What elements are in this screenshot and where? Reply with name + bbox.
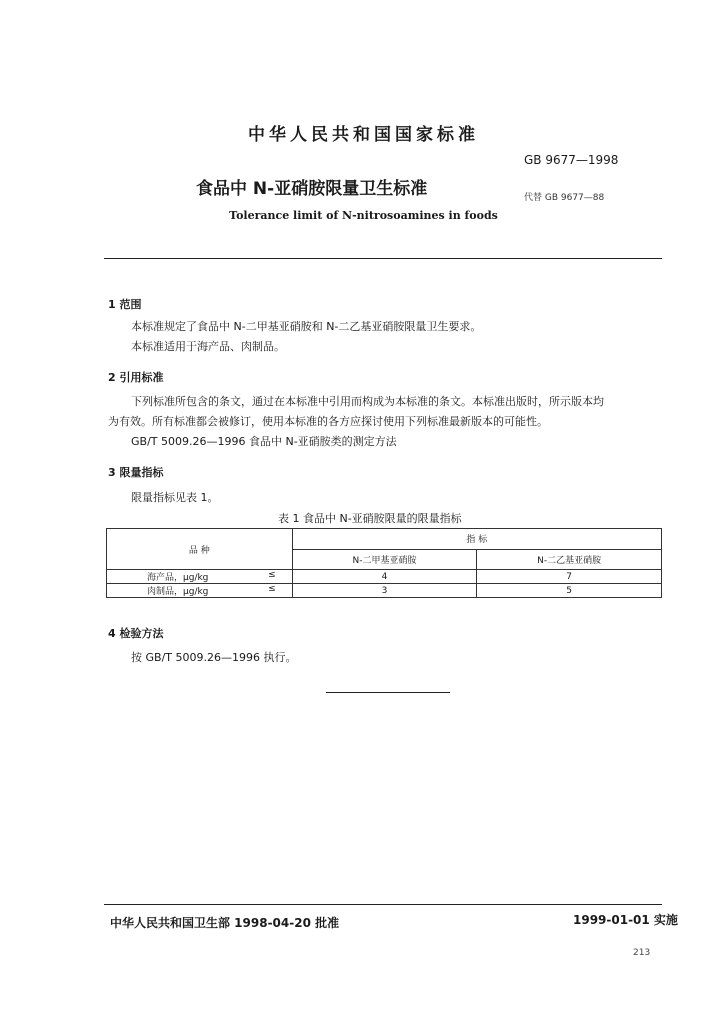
row-item-cell xyxy=(107,584,293,598)
replaces-note: 代替 GB 9677—88 xyxy=(524,193,605,203)
row-item-name: 肉制品，μg/kg xyxy=(147,587,209,597)
section-4-heading: 4 检验方法 xyxy=(108,627,164,640)
end-rule xyxy=(326,692,450,693)
english-title: Tolerance limit of N-nitrosoamines in foods xyxy=(229,209,498,222)
effective-date: 1999-01-01 实施 xyxy=(573,913,678,927)
row-item-name: 海产品，μg/kg xyxy=(147,573,209,583)
section-3-para-1: 限量指标见表 1。 xyxy=(131,491,219,504)
row-value-ndma: 4 xyxy=(292,570,477,584)
section-1-para-2: 本标准适用于海产品、肉制品。 xyxy=(131,340,285,353)
table-row xyxy=(107,570,662,584)
row-value-ndea: 5 xyxy=(477,584,662,598)
header-ndea: N-二乙基亚硝胺 xyxy=(477,549,662,570)
row-operator: ≤ xyxy=(268,570,276,580)
header-divider xyxy=(104,258,662,259)
limits-table xyxy=(106,528,662,598)
page-number: 213 xyxy=(633,948,651,958)
header-item: 品 种 xyxy=(107,529,293,570)
row-value-ndma: 3 xyxy=(292,584,477,598)
section-2-reference: GB/T 5009.26—1996 食品中 N-亚硝胺类的测定方法 xyxy=(131,435,397,448)
row-value-ndea: 7 xyxy=(477,570,662,584)
section-4-para-1: 按 GB/T 5009.26—1996 执行。 xyxy=(131,651,297,664)
section-1-heading: 1 范围 xyxy=(108,298,142,311)
row-item-cell xyxy=(107,570,293,584)
section-2-heading: 2 引用标准 xyxy=(108,371,164,384)
approval-date: 中华人民共和国卫生部 1998-04-20 批准 xyxy=(110,916,340,930)
section-1-para-1: 本标准规定了食品中 N-二甲基亚硝胺和 N-二乙基亚硝胺限量卫生要求。 xyxy=(131,320,482,333)
national-standard-title: 中华人民共和国国家标准 xyxy=(248,125,479,145)
document-title: 食品中 N-亚硝胺限量卫生标准 xyxy=(196,179,428,199)
section-2-para-2: 为有效。所有标准都会被修订，使用本标准的各方应探讨使用下列标准最新版本的可能性。 xyxy=(108,415,548,428)
row-operator: ≤ xyxy=(268,584,276,594)
header-ndma: N-二甲基亚硝胺 xyxy=(292,549,477,570)
footer-divider xyxy=(104,904,662,905)
table-caption: 表 1 食品中 N-亚硝胺限量的限量指标 xyxy=(278,512,462,525)
header-indicator: 指 标 xyxy=(292,529,661,550)
section-3-heading: 3 限量指标 xyxy=(108,466,164,479)
table-row xyxy=(107,584,662,598)
section-2-para-1: 下列标准所包含的条文，通过在本标准中引用而构成为本标准的条文。本标准出版时，所示版本均 xyxy=(131,395,604,408)
standard-code: GB 9677—1998 xyxy=(524,153,619,167)
